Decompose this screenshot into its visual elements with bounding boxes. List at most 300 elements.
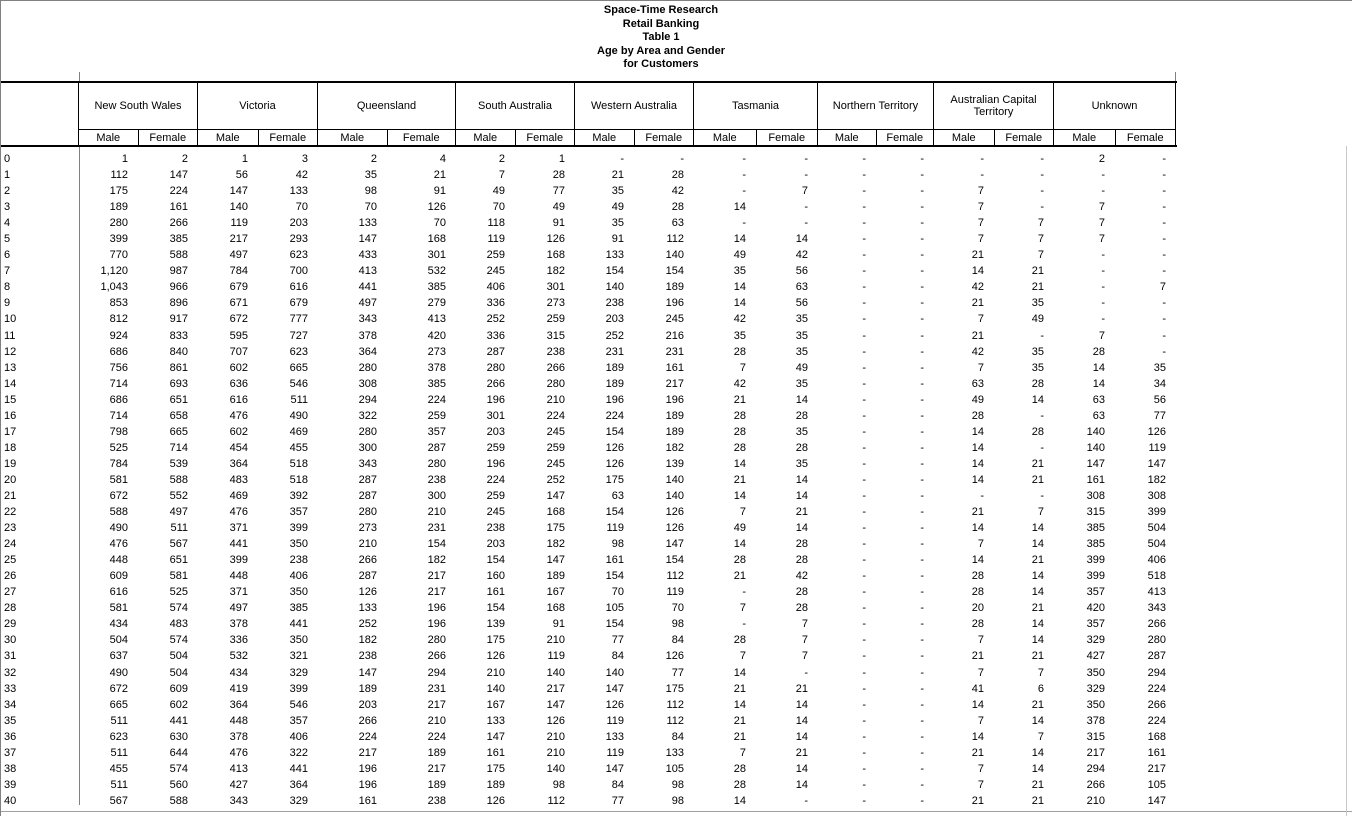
table-row xyxy=(1,504,1177,520)
data-cell: 21 xyxy=(733,682,746,695)
data-cell: - xyxy=(1101,281,1105,294)
data-cell: 679 xyxy=(229,281,248,294)
data-cell: 609 xyxy=(109,570,128,583)
data-cell: 147 xyxy=(358,233,377,246)
data-cell: - xyxy=(862,506,866,519)
data-cell: 14 xyxy=(733,490,746,502)
data-cell: 49 xyxy=(733,522,746,535)
data-cell: - xyxy=(1162,265,1166,278)
data-cell: 259 xyxy=(486,249,505,262)
data-cell: 14 xyxy=(1031,746,1044,759)
data-cell: 7 xyxy=(801,185,808,198)
data-cell: 287 xyxy=(358,570,377,583)
data-cell: 56 xyxy=(1153,393,1166,406)
data-cell: - xyxy=(920,281,924,294)
data-cell: 112 xyxy=(666,570,684,583)
title-line-5: for Customers xyxy=(623,58,699,71)
data-cell: - xyxy=(862,153,866,166)
data-cell: - xyxy=(742,618,746,631)
age-row-header: 10 xyxy=(4,313,17,326)
data-cell: 266 xyxy=(486,377,505,390)
data-cell: 49 xyxy=(1031,313,1044,326)
data-cell: 189 xyxy=(665,425,684,438)
data-cell: - xyxy=(920,554,924,567)
data-cell: 35 xyxy=(795,377,808,390)
data-cell: 21 xyxy=(733,714,746,727)
column-group-header xyxy=(318,83,456,145)
column-group-label: Queensland xyxy=(318,83,455,130)
data-cell: 420 xyxy=(1086,602,1105,615)
data-cell: 266 xyxy=(1086,778,1105,791)
table-row xyxy=(1,584,1177,600)
data-cell: 28 xyxy=(795,409,808,422)
age-by-area-table xyxy=(1,81,1177,809)
data-cell: 140 xyxy=(605,666,624,679)
data-cell: 49 xyxy=(971,393,984,406)
data-cell: 14 xyxy=(795,762,808,775)
row-header-stub xyxy=(1,83,79,145)
data-cell: 399 xyxy=(1147,506,1166,519)
data-cell: 357 xyxy=(1086,586,1105,599)
data-cell: 14 xyxy=(795,393,808,406)
age-row-header: 15 xyxy=(4,393,17,406)
data-cell: - xyxy=(1040,409,1044,422)
data-cell: 35 xyxy=(611,185,624,198)
data-cell: 21 xyxy=(971,746,984,759)
data-cell: 707 xyxy=(229,345,248,358)
table-row xyxy=(1,648,1177,664)
data-cell: 14 xyxy=(733,457,746,470)
data-cell: 490 xyxy=(109,666,128,679)
data-cell: 196 xyxy=(605,393,624,406)
data-cell: 658 xyxy=(169,409,188,422)
data-cell: 406 xyxy=(289,730,308,743)
data-cell: 14 xyxy=(971,522,984,535)
data-cell: 119 xyxy=(1148,441,1166,454)
data-cell: - xyxy=(1040,153,1044,166)
data-cell: 455 xyxy=(289,441,308,454)
data-cell: 2 xyxy=(181,153,188,166)
data-cell: - xyxy=(1101,169,1105,182)
data-cell: 14 xyxy=(1092,377,1105,390)
age-row-header: 30 xyxy=(4,634,17,647)
data-cell: - xyxy=(862,538,866,551)
data-cell: 259 xyxy=(486,441,505,454)
gender-subheader-row xyxy=(198,130,317,145)
data-cell: 385 xyxy=(169,233,188,246)
data-cell: 14 xyxy=(795,778,808,791)
data-cell: 308 xyxy=(1147,490,1166,502)
data-cell: 119 xyxy=(230,217,248,230)
data-cell: 14 xyxy=(733,794,746,807)
data-cell: - xyxy=(862,666,866,679)
data-cell: 196 xyxy=(358,762,377,775)
data-cell: 21 xyxy=(971,249,984,262)
data-cell: 280 xyxy=(427,457,446,470)
data-cell: 210 xyxy=(546,634,565,647)
data-cell: - xyxy=(920,698,924,711)
data-cell: - xyxy=(862,714,866,727)
data-cell: 7 xyxy=(977,201,984,214)
data-cell: 3 xyxy=(301,153,308,166)
data-cell: 224 xyxy=(169,185,188,198)
data-cell: 364 xyxy=(229,457,248,470)
data-cell: 1 xyxy=(558,153,565,166)
data-cell: 147 xyxy=(358,666,377,679)
data-cell: 35 xyxy=(364,169,377,182)
data-cell: 364 xyxy=(289,778,308,791)
gender-column-label: Female xyxy=(634,130,694,145)
data-cell: 378 xyxy=(1086,714,1105,727)
data-cell: 644 xyxy=(169,746,188,759)
data-cell: 518 xyxy=(289,473,308,486)
data-cell: 21 xyxy=(1031,457,1044,470)
data-cell: 1 xyxy=(241,153,248,166)
data-cell: 238 xyxy=(427,473,446,486)
table-row xyxy=(1,616,1177,632)
data-cell: 189 xyxy=(427,778,446,791)
data-cell: 119 xyxy=(666,586,684,599)
age-row-header: 31 xyxy=(4,650,17,663)
gender-subheader-row xyxy=(1054,130,1175,145)
data-cell: 259 xyxy=(546,313,565,326)
table-row xyxy=(1,311,1177,327)
data-cell: 84 xyxy=(611,650,624,663)
pane-divider-tick-right xyxy=(1175,72,1176,81)
data-cell: 70 xyxy=(611,586,624,599)
data-cell: 217 xyxy=(427,698,446,711)
table-header xyxy=(1,81,1177,147)
data-cell: 329 xyxy=(289,794,308,807)
data-cell: 476 xyxy=(229,409,248,422)
data-cell: 77 xyxy=(1153,409,1166,422)
data-cell: 441 xyxy=(229,538,248,551)
data-cell: 112 xyxy=(547,794,565,807)
column-group-label: Northern Territory xyxy=(818,83,933,130)
data-cell: - xyxy=(920,730,924,743)
data-cell: - xyxy=(920,650,924,663)
data-cell: - xyxy=(862,185,866,198)
pane-divider-tick-left xyxy=(79,72,80,81)
data-cell: 126 xyxy=(486,650,505,663)
age-row-header: 35 xyxy=(4,714,17,727)
data-cell: - xyxy=(920,457,924,470)
data-cell: 203 xyxy=(289,217,308,230)
gender-column-label: Female xyxy=(876,130,934,145)
data-cell: 266 xyxy=(546,361,565,374)
data-cell: 581 xyxy=(169,570,188,583)
data-cell: 21 xyxy=(1031,794,1044,807)
age-row-header: 18 xyxy=(4,441,17,454)
data-cell: 175 xyxy=(546,522,565,535)
data-cell: 14 xyxy=(1031,393,1044,406)
gender-column-label: Female xyxy=(138,130,198,145)
data-cell: - xyxy=(862,746,866,759)
data-cell: - xyxy=(980,490,984,502)
data-cell: 420 xyxy=(427,329,446,342)
table-row xyxy=(1,199,1177,215)
data-cell: 357 xyxy=(289,714,308,727)
data-cell: 70 xyxy=(433,217,446,230)
data-cell: 231 xyxy=(605,345,624,358)
data-cell: 154 xyxy=(605,265,624,278)
data-cell: 133 xyxy=(665,746,684,759)
data-cell: 154 xyxy=(605,618,624,631)
data-cell: 91 xyxy=(552,618,565,631)
data-cell: 14 xyxy=(971,457,984,470)
data-cell: 77 xyxy=(611,794,624,807)
data-cell: - xyxy=(1101,265,1105,278)
data-cell: 511 xyxy=(110,714,128,727)
data-cell: 7 xyxy=(977,634,984,647)
data-cell: - xyxy=(920,377,924,390)
data-cell: 602 xyxy=(169,698,188,711)
data-cell: 581 xyxy=(109,602,128,615)
data-cell: 7 xyxy=(739,746,746,759)
data-cell: - xyxy=(920,714,924,727)
data-cell: - xyxy=(1162,201,1166,214)
data-cell: 28 xyxy=(795,586,808,599)
table-row xyxy=(1,713,1177,729)
data-cell: 399 xyxy=(289,682,308,695)
data-cell: 168 xyxy=(546,506,565,519)
data-cell: 14 xyxy=(733,698,746,711)
data-cell: 469 xyxy=(289,425,308,438)
data-cell: 385 xyxy=(289,602,308,615)
data-cell: 196 xyxy=(427,602,446,615)
data-cell: 252 xyxy=(358,618,377,631)
data-cell: - xyxy=(920,201,924,214)
data-cell: 238 xyxy=(605,297,624,310)
data-cell: 861 xyxy=(169,361,188,374)
data-cell: 140 xyxy=(1086,425,1105,438)
data-cell: 483 xyxy=(229,473,248,486)
data-cell: - xyxy=(862,762,866,775)
data-cell: 7 xyxy=(498,169,505,182)
data-cell: 329 xyxy=(1086,634,1105,647)
data-cell: 49 xyxy=(795,361,808,374)
data-cell: 630 xyxy=(169,730,188,743)
data-cell: 35 xyxy=(611,217,624,230)
data-cell: - xyxy=(1162,153,1166,166)
data-cell: 840 xyxy=(169,345,188,358)
data-cell: - xyxy=(862,457,866,470)
data-cell: 189 xyxy=(109,201,128,214)
data-cell: 574 xyxy=(169,634,188,647)
data-cell: 140 xyxy=(605,281,624,294)
data-cell: 672 xyxy=(229,313,248,326)
data-cell: 7 xyxy=(977,185,984,198)
gender-column-label: Male xyxy=(1072,131,1097,144)
data-cell: 217 xyxy=(1147,762,1166,775)
data-cell: 301 xyxy=(486,409,505,422)
data-cell: 14 xyxy=(1092,361,1105,374)
data-cell: 21 xyxy=(1031,265,1044,278)
title-line-2: Retail Banking xyxy=(622,17,700,30)
data-cell: 469 xyxy=(229,490,248,502)
data-cell: 329 xyxy=(289,666,308,679)
data-cell: 280 xyxy=(1147,634,1166,647)
data-cell: 70 xyxy=(295,201,308,214)
data-cell: 168 xyxy=(546,249,565,262)
gender-subheader-row xyxy=(456,130,574,145)
age-row-header: 14 xyxy=(4,377,17,390)
age-row-header: 29 xyxy=(4,618,17,631)
data-cell: 21 xyxy=(795,506,808,519)
age-row-header: 32 xyxy=(4,666,17,679)
data-cell: 280 xyxy=(109,217,128,230)
title-line-3: Table 1 xyxy=(642,31,680,44)
data-cell: 378 xyxy=(229,618,248,631)
data-cell: 588 xyxy=(169,473,188,486)
data-cell: 154 xyxy=(605,506,624,519)
data-cell: 21 xyxy=(1031,281,1044,294)
data-cell: 189 xyxy=(605,377,624,390)
age-row-header: 34 xyxy=(4,698,17,711)
data-cell: - xyxy=(620,153,624,166)
data-cell: 154 xyxy=(605,425,624,438)
data-cell: 7 xyxy=(801,634,808,647)
column-group-header xyxy=(1054,83,1176,145)
data-cell: 126 xyxy=(605,698,624,711)
data-cell: 28 xyxy=(552,169,565,182)
data-cell: - xyxy=(862,634,866,647)
data-cell: - xyxy=(920,570,924,583)
age-row-header: 17 xyxy=(4,425,17,438)
data-cell: 118 xyxy=(487,217,505,230)
data-cell: 139 xyxy=(665,457,684,470)
data-cell: 7 xyxy=(1098,329,1105,342)
column-group-label: New South Wales xyxy=(79,83,197,130)
data-cell: 42 xyxy=(795,249,808,262)
data-cell: 21 xyxy=(1031,650,1044,663)
data-cell: 84 xyxy=(671,634,684,647)
data-cell: 154 xyxy=(427,538,446,551)
table-row xyxy=(1,568,1177,584)
data-cell: 217 xyxy=(427,586,446,599)
data-cell: 28 xyxy=(733,409,746,422)
data-cell: 336 xyxy=(229,634,248,647)
data-cell: 287 xyxy=(1147,650,1166,663)
data-cell: 784 xyxy=(109,457,128,470)
data-cell: 189 xyxy=(486,778,505,791)
data-cell: 140 xyxy=(665,249,684,262)
title-line-4: Age by Area and Gender xyxy=(597,44,725,57)
data-cell: 77 xyxy=(671,666,684,679)
data-cell: 224 xyxy=(427,730,446,743)
data-cell: 252 xyxy=(486,313,505,326)
data-cell: 385 xyxy=(1086,538,1105,551)
data-cell: 14 xyxy=(971,425,984,438)
data-cell: 7 xyxy=(1098,233,1105,246)
data-cell: 224 xyxy=(427,393,446,406)
data-cell: - xyxy=(804,169,808,182)
data-cell: 14 xyxy=(795,233,808,246)
data-cell: 700 xyxy=(289,265,308,278)
data-cell: 21 xyxy=(795,746,808,759)
data-cell: 28 xyxy=(1092,345,1105,358)
data-cell: 189 xyxy=(546,570,565,583)
data-cell: - xyxy=(920,682,924,695)
data-cell: 42 xyxy=(295,169,308,182)
data-cell: 588 xyxy=(109,506,128,519)
age-row-header: 13 xyxy=(4,361,17,374)
data-cell: 210 xyxy=(546,746,565,759)
data-cell: 280 xyxy=(486,361,505,374)
data-cell: 406 xyxy=(289,570,308,583)
data-cell: 35 xyxy=(733,329,746,342)
data-cell: 161 xyxy=(1086,473,1105,486)
data-cell: - xyxy=(1162,313,1166,326)
data-cell: - xyxy=(920,666,924,679)
data-cell: 14 xyxy=(733,666,746,679)
age-row-header: 6 xyxy=(4,249,11,262)
data-cell: 210 xyxy=(546,730,565,743)
data-cell: 588 xyxy=(169,794,188,807)
data-cell: - xyxy=(1040,490,1044,502)
table-row xyxy=(1,424,1177,440)
data-cell: - xyxy=(920,538,924,551)
data-cell: 14 xyxy=(1031,634,1044,647)
data-cell: 217 xyxy=(358,746,377,759)
data-cell: 28 xyxy=(733,762,746,775)
data-cell: - xyxy=(920,409,924,422)
data-cell: 189 xyxy=(427,746,446,759)
data-cell: 7 xyxy=(977,217,984,230)
table-row xyxy=(1,697,1177,713)
data-cell: 385 xyxy=(427,281,446,294)
age-row-header: 36 xyxy=(4,730,17,743)
data-cell: 350 xyxy=(1086,698,1105,711)
gender-column-label: Female xyxy=(1115,130,1176,145)
data-cell: 154 xyxy=(665,554,684,567)
data-cell: 280 xyxy=(358,425,377,438)
table-row xyxy=(1,665,1177,681)
data-cell: - xyxy=(862,650,866,663)
data-cell: 385 xyxy=(1086,522,1105,535)
data-cell: - xyxy=(920,506,924,519)
data-cell: 147 xyxy=(1086,457,1105,470)
gender-subheader-row xyxy=(575,130,693,145)
data-cell: 63 xyxy=(611,490,624,502)
data-cell: - xyxy=(862,409,866,422)
data-cell: 686 xyxy=(109,393,128,406)
data-cell: 770 xyxy=(109,249,128,262)
data-cell: 378 xyxy=(229,730,248,743)
gender-column-label: Male xyxy=(592,131,617,144)
data-cell: 434 xyxy=(109,618,128,631)
age-row-header: 19 xyxy=(4,457,17,470)
data-cell: - xyxy=(920,265,924,278)
data-cell: 105 xyxy=(605,602,624,615)
data-cell: 28 xyxy=(971,618,984,631)
gender-subheader-row xyxy=(934,130,1053,145)
data-cell: 665 xyxy=(109,698,128,711)
gender-subheader-row xyxy=(318,130,455,145)
data-cell: 35 xyxy=(1031,345,1044,358)
data-cell: 651 xyxy=(169,393,188,406)
data-cell: 217 xyxy=(1086,746,1105,759)
data-cell: - xyxy=(862,778,866,791)
data-cell: 14 xyxy=(1031,522,1044,535)
data-cell: 315 xyxy=(1086,506,1105,519)
data-cell: 917 xyxy=(169,313,188,326)
data-cell: 7 xyxy=(977,538,984,551)
data-cell: 441 xyxy=(358,281,377,294)
data-cell: 147 xyxy=(229,185,248,198)
data-cell: 308 xyxy=(1086,490,1105,502)
data-cell: 147 xyxy=(546,554,565,567)
